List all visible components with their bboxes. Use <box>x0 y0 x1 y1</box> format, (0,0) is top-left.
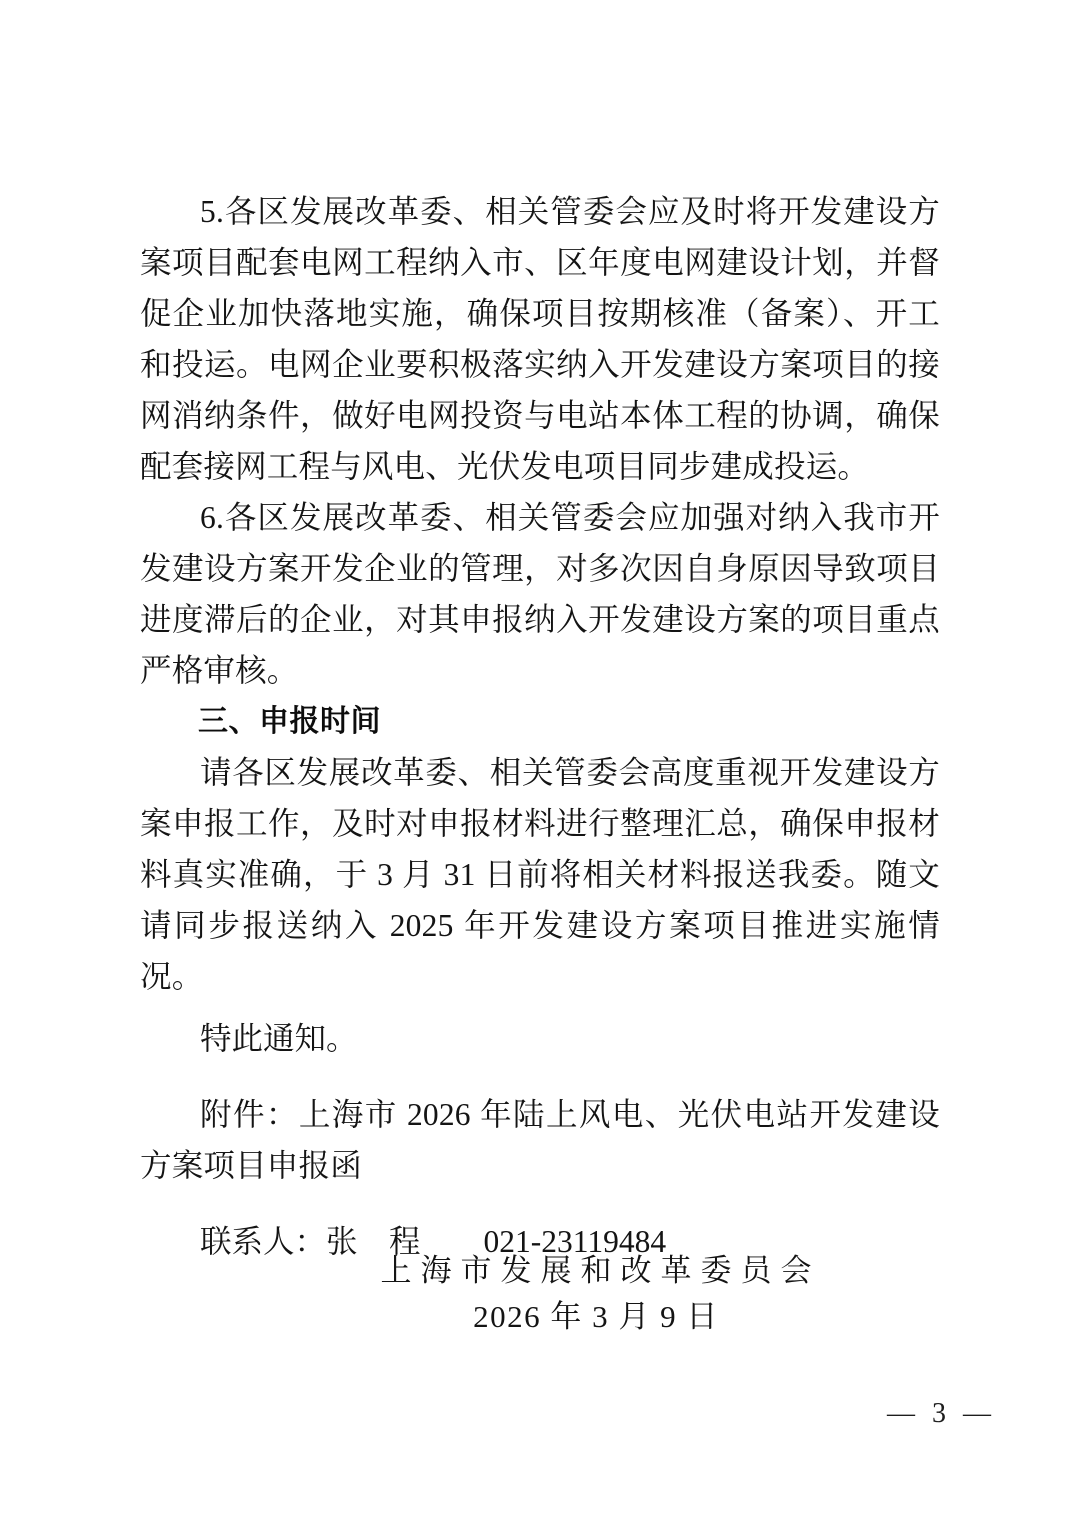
signature-date: 2026 年 3 月 9 日 <box>473 1299 719 1334</box>
signature-organization: 上海市发展和改革委员会 <box>380 1253 821 1288</box>
page-number: — 3 — <box>887 1398 996 1429</box>
spacer-before-attachment <box>140 1064 940 1089</box>
closing-notice-line: 特此通知。 <box>200 1021 358 1056</box>
paragraph-item-6: 6.各区发展改革委、相关管委会应加强对纳入我市开发建设方案开发企业的管理，对多次因自身原因导致项目进度滞后的企业，对其申报纳入开发建设方案的项目重点严格审核。 <box>140 500 940 688</box>
contact-line: 联系人：张 程 021-23119484 <box>200 1224 667 1259</box>
section-heading-three: 三、申报时间 <box>198 704 381 739</box>
attachment-line: 附件：上海市 2026 年陆上风电、光伏电站开发建设方案项目申报函 <box>140 1097 940 1183</box>
paragraph-item-5: 5.各区发展改革委、相关管委会应及时将开发建设方案项目配套电网工程纳入市、区年度电网建设计划，并督促企业加快落地实施，确保项目按期核准（备案）、开工和投运。电网企业要积极落实纳入开发建设方案项目的接网消纳条件，做好电网投资与电站本体工程的协调，确保配套接网工程与风电、光伏发电项目同步建成投运。 <box>140 194 940 484</box>
spacer-before-closing <box>140 1002 940 1013</box>
paragraph-section-3: 请各区发展改革委、相关管委会高度重视开发建设方案申报工作，及时对申报材料进行整理汇总，确保申报材料真实准确，于 3 月 31 日前将相关材料报送我委。随文请同步报送纳入 2025 年开发建设方案项目推进实施情况。 <box>140 755 940 994</box>
spacer-before-contact <box>140 1191 940 1216</box>
document-body <box>140 186 940 1267</box>
